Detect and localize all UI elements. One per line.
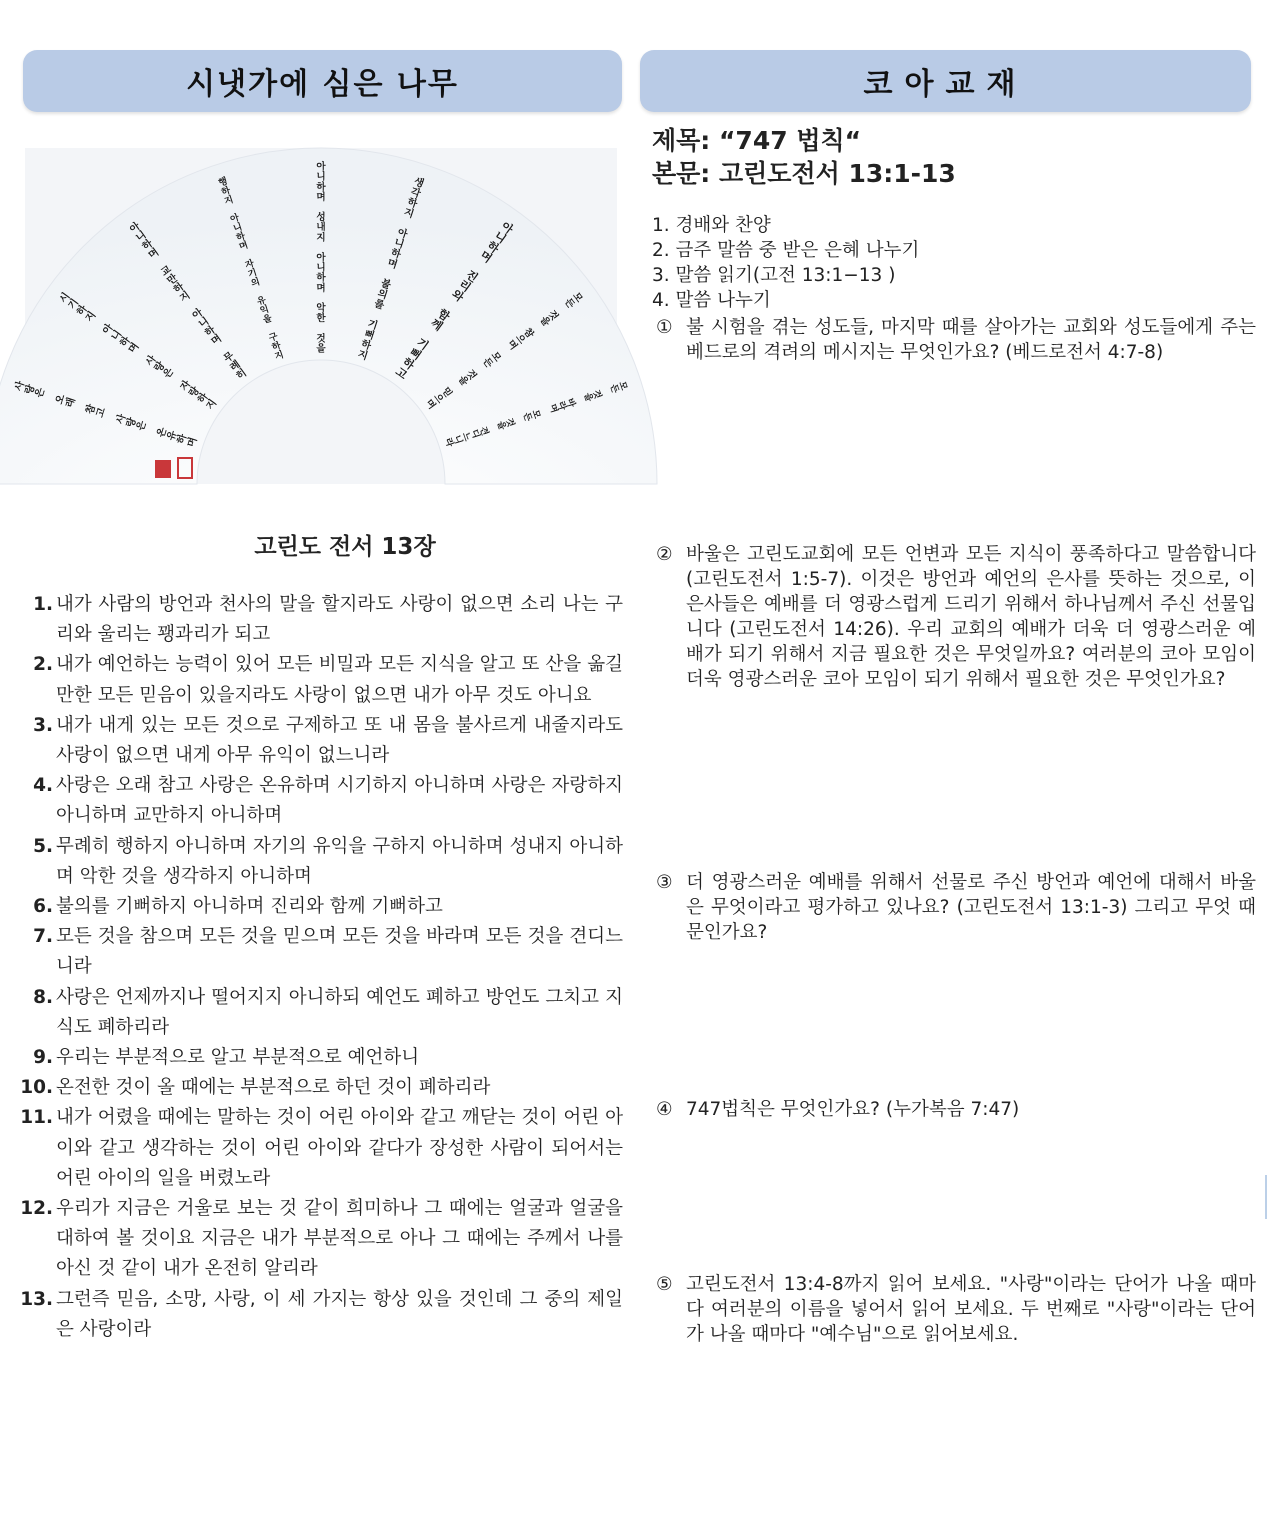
fan-calligraphy-char: 내 (316, 222, 326, 234)
fan-calligraphy-char: 니 (316, 262, 326, 274)
fan-calligraphy-char: 하 (400, 354, 418, 373)
fan-calligraphy-char: 은 (135, 419, 149, 433)
fan-calligraphy-char: 며 (126, 341, 142, 356)
verse-text: 불의를 기뻐하지 아니하며 진리와 함께 기뻐하고 (56, 896, 443, 918)
fan-calligraphy-char: 며 (546, 402, 559, 415)
fan-calligraphy-char: 하 (270, 340, 283, 354)
seal-stamp (155, 460, 171, 478)
fan-calligraphy-char: 하 (75, 303, 90, 318)
verse-item (18, 1285, 623, 1345)
fan-calligraphy-char: 각 (409, 186, 422, 201)
fan-calligraphy-char: 지 (402, 207, 416, 221)
fan-calligraphy-char: 아 (128, 220, 143, 236)
verse-number: 2. (33, 654, 53, 676)
fan-calligraphy-char: 믿 (439, 385, 454, 400)
fan-calligraphy-char: 하 (171, 281, 187, 296)
fan-calligraphy-char: 을 (455, 373, 471, 388)
fan-calligraphy-char: 으 (513, 332, 528, 347)
fan-calligraphy-char: 의 (249, 276, 262, 290)
fan-calligraphy-char: 불 (379, 278, 393, 292)
verse-number: 1. (33, 594, 53, 615)
verse-text: 내가 내게 있는 모든 것으로 구제하고 또 내 몸을 불사르게 내줄지라도 사랑이 없으면 내게 아무 유익이 없느니라 (56, 714, 623, 767)
fan-calligraphy-char: 며 (186, 436, 200, 449)
fan-calligraphy-char: 를 (372, 298, 386, 312)
verse-item (18, 711, 623, 771)
question-number: ⑤ (656, 1274, 673, 1295)
fan-calligraphy-char: 며 (423, 397, 438, 412)
fan-calligraphy-char: 랑 (187, 385, 203, 400)
verse-text: 사랑은 오래 참고 사랑은 온유하며 시기하지 아니하며 사랑은 자랑하지 아니하며 교만하지 아니하며 (56, 775, 623, 827)
fan-calligraphy-char: 아 (316, 252, 326, 264)
fan-calligraphy-char: 아 (498, 218, 516, 237)
verse-text: 우리가 지금은 거울로 보는 것 같이 희미하나 그 때에는 얼굴과 얼굴을 대하여 볼 것이요 지금은 내가 부분적으로 아나 그 때에는 주께서 나를 아신 것 같이 내가 온전히 알리라 (56, 1198, 623, 1280)
fan-calligraphy-char: 을 (261, 312, 274, 326)
order-item: 3. 말씀 읽기(고전 13:1−13 ) (652, 265, 896, 286)
fan-calligraphy-char: 든 (607, 383, 620, 395)
fan-calligraphy-char: 자 (178, 378, 194, 394)
fan-calligraphy-char: 느 (459, 431, 473, 443)
fan-calligraphy-char: 유 (165, 429, 180, 443)
verse-text: 내가 예언하는 능력이 있어 모든 비밀과 모든 지식을 알고 또 산을 옮길 만한 모든 믿음이 있을지라도 사랑이 없으면 내가 아무 것도 아니요 (56, 654, 623, 706)
fan-calligraphy-char: 유 (255, 294, 268, 308)
verse-text: 그런즉 믿음, 소망, 사랑, 이 세 가지는 항상 있을 것인데 그 중의 제일은 사랑이라 (56, 1288, 623, 1340)
fan-calligraphy-char: 하 (220, 184, 232, 199)
fan-calligraphy-char: 하 (203, 324, 218, 340)
order-item: 4. 말씀 나누기 (652, 290, 771, 311)
fan-calligraphy-char: 하 (195, 391, 211, 406)
question-text: 고린도전서 13:4-8까지 읽어 보세요. "사랑"이라는 단어가 나올 때마다 여러분의 이름을 넣어서 읽어 보세요. 두 번째로 "사랑"이라는 단어가 나올 때마다 "예수님"으로 읽어보세요. (686, 1274, 1256, 1345)
verse-item (18, 1103, 623, 1194)
verse-number: 12. (20, 1198, 53, 1220)
fan-calligraphy-char: 니 (134, 229, 149, 245)
chapter-title: 고린도 전서 13장 (254, 534, 436, 560)
fan-calligraphy-char: 의 (376, 288, 389, 302)
order-list (652, 213, 1257, 313)
fan-calligraphy-char: 진 (463, 267, 481, 285)
verse-text: 우리는 부분적으로 알고 부분적으로 예언하니 (56, 1047, 420, 1069)
verse-number: 7. (33, 926, 53, 948)
fan-calligraphy-char: 래 (64, 396, 78, 410)
order-item: 2. 금주 말씀 중 받은 은혜 나누기 (652, 240, 920, 261)
side-mark (1265, 1175, 1267, 1219)
fan-calligraphy-char: 것 (590, 388, 603, 401)
question-item (656, 315, 1256, 365)
verse-item (18, 1043, 623, 1073)
fan-calligraphy-char: 와 (449, 286, 467, 305)
fan-calligraphy-char: 랑 (152, 359, 168, 375)
fan-calligraphy-char: 하 (405, 196, 419, 211)
verse-text: 사랑은 언제까지나 떨어지지 아니하되 예언도 폐하고 방언도 그치고 지식도 폐하리라 (56, 986, 623, 1038)
fan-calligraphy-char: 하 (234, 230, 247, 244)
fan-calligraphy-char: 을 (316, 343, 326, 355)
fan-calligraphy-char: 지 (178, 289, 193, 305)
verse-item (18, 892, 623, 922)
fan-calligraphy-char: 뻐 (407, 344, 425, 363)
fan-calligraphy-char: 든 (562, 296, 577, 311)
fan-calligraphy-char: 뻐 (362, 328, 376, 343)
fan-calligraphy-char: 악 (316, 303, 326, 314)
verse-item (18, 832, 623, 892)
fan-calligraphy-char: 성 (316, 212, 326, 224)
fan-calligraphy-char: 을 (581, 391, 594, 404)
fan-calligraphy-char: 것 (503, 417, 516, 429)
verse-number: 3. (33, 714, 53, 736)
fan-calligraphy-char: 하 (316, 272, 326, 284)
fan-calligraphy-char: 며 (316, 282, 326, 294)
fan-calligraphy-char: 디 (468, 428, 481, 440)
fan-calligraphy-char: 참 (521, 326, 536, 341)
fan-calligraphy-char: 께 (428, 315, 446, 334)
fan-calligraphy-char: 고 (94, 406, 109, 419)
fan-calligraphy-char: 하 (316, 181, 326, 193)
fan-calligraphy-char: 기 (246, 267, 259, 281)
fan-calligraphy-char: 히 (234, 367, 249, 383)
verse-item (18, 590, 623, 650)
fan-calligraphy-char: 지 (356, 349, 369, 363)
fan-calligraphy-char: 지 (273, 349, 286, 363)
calligraphy-fan-image (13, 148, 629, 484)
fan-calligraphy-char: 지 (316, 232, 326, 244)
verse-text: 무례히 행하지 아니하며 자기의 유익을 구하지 아니하며 성내지 아니하며 악한 것을 생각하지 아니하며 (56, 835, 623, 887)
fan-calligraphy-char: 것 (545, 308, 561, 323)
question-item (656, 1272, 1256, 1347)
fan-calligraphy-char: 교 (159, 264, 174, 279)
fan-calligraphy-char: 랑 (23, 383, 38, 396)
fan-calligraphy-char: 기 (66, 297, 82, 312)
verse-number: 4. (33, 775, 53, 797)
fan-calligraphy-char: 것 (463, 367, 479, 382)
fan-calligraphy-char: 생 (412, 176, 426, 191)
fan-calligraphy-char: 니 (231, 221, 244, 235)
question-item (656, 1097, 1256, 1122)
question-text: 더 영광스러운 예배를 위해서 선물로 주신 방언과 예언에 대해서 바울은 무엇이라고 평가하고 있나요? (고린도전서 13:1-3) 그리고 무엇 때문인가요? (686, 872, 1256, 943)
fan-calligraphy-char: 모 (570, 290, 585, 305)
question-item (656, 870, 1256, 945)
fan-calligraphy-char: 오 (54, 393, 68, 406)
fan-calligraphy-char: 라 (442, 436, 455, 449)
lesson-meta (652, 124, 956, 190)
verse-number: 10. (20, 1077, 53, 1099)
fan-calligraphy-char: 것 (316, 333, 326, 345)
verse-number: 6. (33, 896, 53, 918)
fan-calligraphy-char: 모 (488, 350, 503, 365)
question-text: 불 시험을 겪는 성도들, 마지막 때를 살아가는 교회와 성도들에게 주는 베드로의 격려의 메시지는 무엇인가요? (베드로전서 4:7-8) (686, 317, 1256, 363)
question-number: ④ (656, 1099, 673, 1120)
fan-calligraphy-char: 은 (161, 366, 177, 381)
verse-number: 5. (33, 835, 53, 857)
fan-calligraphy-char: 행 (217, 175, 229, 189)
fan-calligraphy-char: 모 (616, 380, 629, 392)
verse-number: 8. (33, 986, 53, 1008)
fan-calligraphy-char: 니 (196, 315, 212, 331)
fan-calligraphy-char: 니 (392, 237, 406, 251)
fan-calligraphy-char: 만 (165, 272, 180, 288)
fan-calligraphy-char: 든 (480, 356, 495, 370)
fan-calligraphy-char: 아 (395, 227, 409, 241)
fan-calligraphy-char: 니 (451, 434, 464, 446)
fan-calligraphy-char: 지 (204, 397, 220, 412)
order-item: 1. 경배와 찬양 (652, 215, 771, 236)
fan-calligraphy-char: 을 (494, 419, 507, 432)
question-number: ③ (656, 872, 673, 893)
fan-calligraphy-char: 자 (243, 257, 256, 272)
fan-calligraphy-char: 아 (101, 322, 116, 337)
verse-text: 내가 어렸을 때에는 말하는 것이 어린 아이와 같고 깨닫는 것이 어린 아이와 같고 생각하는 것이 어린 아이와 같다가 장성한 사람이 되어서는 어린 아이의 일을 버렸노라 (56, 1107, 623, 1189)
fan-calligraphy-char: 사 (144, 353, 159, 369)
verse-number: 11. (20, 1107, 53, 1129)
verse-number: 9. (33, 1047, 53, 1069)
question-text: 바울은 고린도교회에 모든 언변과 모든 지식이 풍족하다고 말씀합니다 (고린도전서 1:5-7). 이것은 방언과 예언의 은사를 뜻하는 것으로, 이 은사들은 예배를 더 영광스럽게 드리기 위해서 하나님께서 주신 선물입니다 (고린도전서 14:26). 우리 교회의 예배가 더욱 더 영광스러운 예배가 되기 위해서 지금 필요한 것은 무엇일까요? 여러분의 코아 모임이 더욱 영광스러운 코아 모임이 되기 위해서 필요한 것은 무엇인가요? (686, 544, 1256, 690)
left-banner: 시냇가에 심은 나무 (23, 50, 622, 112)
fan-calligraphy-char: 니 (491, 228, 509, 247)
fan-calligraphy-char: 하 (389, 247, 402, 262)
fan-calligraphy-char: 라 (555, 400, 568, 412)
fan-calligraphy-char: 함 (435, 305, 453, 324)
fan-calligraphy-char: 례 (228, 358, 243, 374)
fan-calligraphy-char: 시 (57, 291, 73, 306)
lesson-passage: 본문: 고린도전서 13:1-13 (652, 159, 956, 188)
fan-calligraphy-char: 며 (146, 246, 162, 262)
fan-calligraphy-char: 하 (118, 334, 133, 350)
fan-calligraphy-char: 고 (392, 364, 411, 383)
question-number: ② (656, 544, 673, 565)
fan-calligraphy-char: 참 (84, 403, 99, 416)
fan-calligraphy-char: 며 (237, 239, 250, 253)
fan-calligraphy-char: 하 (140, 238, 155, 253)
fan-calligraphy-char: 지 (223, 194, 235, 208)
fan-calligraphy-char: 은 (33, 386, 48, 400)
fan-calligraphy-char: 하 (175, 432, 190, 446)
verse-text: 온전한 것이 올 때에는 부분적으로 하던 것이 폐하리라 (56, 1077, 491, 1099)
verse-item (18, 1073, 623, 1103)
question-text: 747법칙은 무엇인가요? (누가복음 7:47) (686, 1099, 1020, 1120)
fan-calligraphy-char: 니 (316, 171, 326, 183)
verse-item (18, 1194, 623, 1285)
verse-text: 내가 사람의 방언과 천사의 말을 할지라도 사랑이 없으면 소리 나는 구리와 울리는 꽹과리가 되고 (56, 594, 623, 646)
fan-calligraphy-char: 며 (209, 333, 224, 348)
verse-item (18, 983, 623, 1043)
fan-calligraphy-char: 며 (386, 257, 399, 272)
fan-calligraphy-char: 며 (504, 338, 520, 353)
fan-calligraphy-char: 리 (456, 276, 474, 295)
fan-calligraphy-char: 사 (115, 412, 129, 426)
question-item (656, 542, 1256, 692)
verse-text: 모든 것을 참으며 모든 것을 믿으며 모든 것을 바라며 모든 것을 견디느니라 (56, 926, 623, 978)
fan-calligraphy-char: 사 (13, 379, 28, 393)
question-number: ① (656, 317, 673, 338)
fan-calligraphy-char: 지 (83, 309, 99, 325)
fan-calligraphy-char: 기 (366, 318, 379, 333)
lesson-title: 제목: “747 법칙“ (652, 126, 862, 155)
fan-calligraphy-char: 며 (477, 247, 495, 266)
fan-calligraphy-char: 아 (316, 161, 326, 173)
verse-list (18, 590, 623, 1345)
fan-calligraphy-char: 든 (520, 411, 533, 423)
fan-calligraphy-char: 아 (190, 307, 206, 322)
fan-calligraphy-char: 무 (222, 350, 237, 366)
fan-calligraphy-char: 익 (258, 303, 271, 317)
verse-item (18, 650, 623, 710)
verse-number: 13. (20, 1288, 53, 1310)
fan-calligraphy-char: 바 (564, 397, 577, 409)
fan-calligraphy-char: 견 (477, 425, 490, 437)
fan-calligraphy-char: 아 (228, 212, 241, 226)
fan-calligraphy-char: 하 (359, 338, 373, 353)
verse-item (18, 771, 623, 831)
fan-calligraphy-char: 며 (316, 191, 326, 203)
fan-calligraphy-char: 한 (316, 313, 326, 325)
right-banner: 코아교재 (640, 50, 1251, 112)
fan-calligraphy-char: 하 (484, 238, 502, 256)
fan-calligraphy-char: 니 (109, 328, 125, 343)
fan-calligraphy-char: 모 (529, 408, 542, 421)
fan-calligraphy-char: 기 (414, 335, 432, 353)
fan-calligraphy-char: 온 (155, 426, 170, 439)
fan-calligraphy-char: 으 (431, 391, 446, 406)
verse-item (18, 922, 623, 982)
fan-calligraphy-char: 을 (537, 314, 552, 329)
fan-calligraphy-char: 구 (267, 330, 280, 345)
fan-calligraphy-char: 랑 (125, 416, 139, 429)
